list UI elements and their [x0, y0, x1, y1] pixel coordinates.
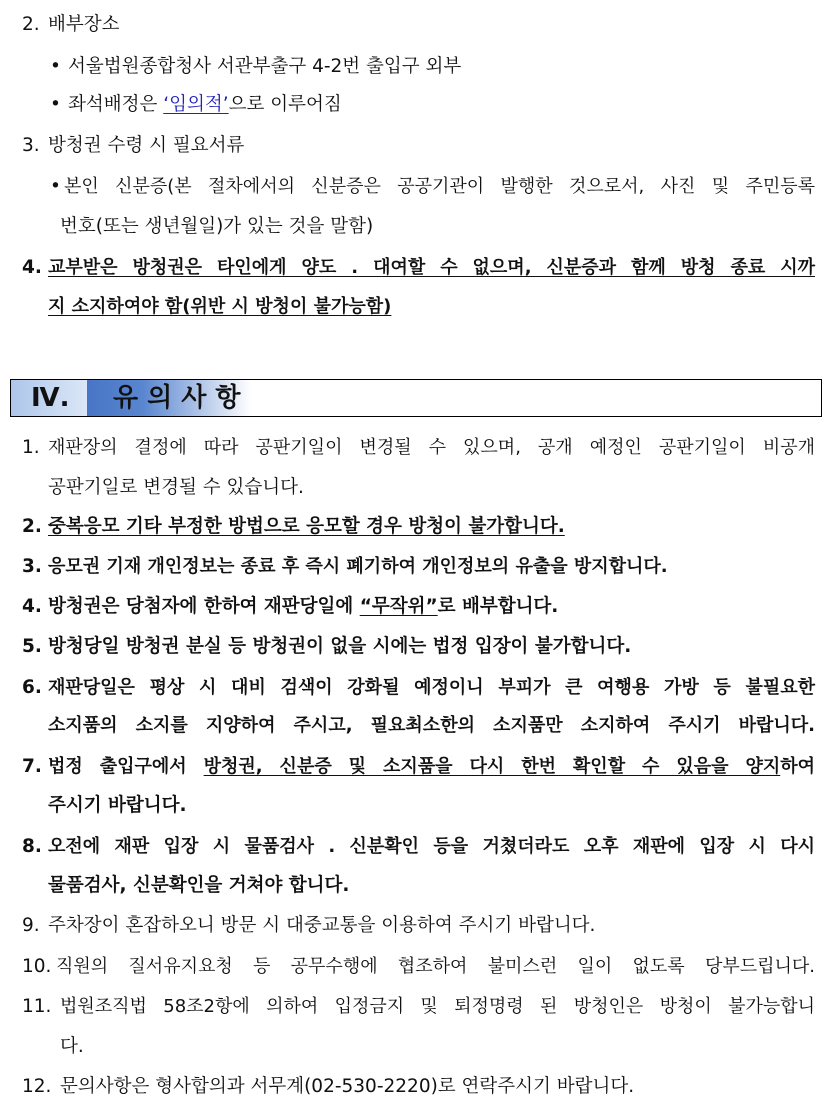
item-number: 4.	[22, 257, 42, 278]
note-text: 방청권은 당첨자에 한하여 재판당일에 “무작위”로 배부합니다.	[48, 596, 559, 617]
note-text: 법원조직법 58조2항에 의하여 입정금지 및 퇴정명령 된 방청인은 방청이 불가능합니	[60, 996, 815, 1017]
item-text: 지 소지하여야 함(위반 시 방청이 불가능함)	[48, 296, 392, 317]
bullet-icon: •	[50, 56, 61, 77]
note-number: 2.	[22, 516, 42, 537]
note-text: 문의사항은 형사합의과 서무계(02-530-2220)로 연락주시기 바랍니다.	[60, 1076, 635, 1097]
item-number: 3.	[22, 135, 40, 156]
note-number: 12.	[22, 1076, 52, 1097]
note-number: 11.	[22, 996, 52, 1017]
note-number: 10.	[22, 956, 52, 977]
note-number: 9.	[22, 915, 40, 936]
bullet-text: 서울법원종합청사 서관부출구 4-2번 출입구 외부	[68, 56, 462, 77]
note-text: 직원의 질서유지요청 등 공무수행에 협조하여 불미스런 일이 없도록 당부드립니다.	[56, 956, 815, 977]
note-text: 응모권 기재 개인정보는 종료 후 즉시 폐기하여 개인정보의 유출을 방지합니다.	[48, 556, 668, 577]
note-text: 주시기 바랍니다.	[48, 795, 187, 816]
item-number: 2.	[22, 14, 40, 35]
item-text: 교부받은 방청권은 타인에게 양도 . 대여할 수 없으며, 신분증과 함께 방청 종료 시까	[48, 257, 815, 278]
bullet-text: 좌석배정은 ‘임의적’으로 이루어짐	[68, 94, 342, 115]
note-text: 재판당일은 평상 시 대비 검색이 강화될 예정이니 부피가 큰 여행용 가방 등 불필요한	[48, 677, 815, 698]
bullet-icon: •	[50, 94, 61, 115]
bullet-icon: •	[50, 176, 61, 197]
note-number: 1.	[22, 437, 40, 458]
note-text: 재판장의 결정에 따라 공판기일이 변경될 수 있으며, 공개 예정인 공판기일이 비공개	[48, 437, 815, 458]
note-text: 법정 출입구에서 방청권, 신분증 및 소지품을 다시 한번 확인할 수 있음을 양지하여	[48, 756, 816, 777]
note-number: 6.	[22, 677, 42, 698]
note-text: 방청당일 방청권 분실 등 방청권이 없을 시에는 법정 입장이 불가합니다.	[48, 636, 632, 657]
note-number: 5.	[22, 636, 42, 657]
seating-link: ‘임의적’	[163, 94, 229, 115]
note-number: 3.	[22, 556, 42, 577]
note-text: 오전에 재판 입장 시 물품검사 . 신분확인 등을 거쳤더라도 오후 재판에 입장 시 다시	[48, 836, 815, 857]
note-number: 8.	[22, 836, 42, 857]
section-header	[10, 379, 822, 417]
note-number: 7.	[22, 756, 42, 777]
note-text: 물품검사, 신분확인을 거쳐야 합니다.	[48, 875, 350, 896]
note-text: 중복응모 기타 부정한 방법으로 응모할 경우 방청이 불가합니다.	[48, 516, 565, 537]
bullet-text: 번호(또는 생년월일)가 있는 것을 말함)	[60, 216, 374, 237]
item-text: 배부장소	[48, 14, 120, 35]
random-emphasis: “무작위”	[359, 596, 438, 617]
section-title: 유의사항	[113, 383, 250, 413]
item-text: 방청권 수령 시 필요서류	[48, 135, 245, 156]
section-number: Ⅳ.	[11, 380, 87, 416]
note-text: 소지품의 소지를 지양하여 주시고, 필요최소한의 소지품만 소지하여 주시기 바랍니다.	[48, 715, 815, 736]
note-text: 주차장이 혼잡하오니 방문 시 대중교통을 이용하여 주시기 바랍니다.	[48, 915, 596, 936]
note-number: 4.	[22, 596, 42, 617]
note-text: 다.	[60, 1036, 84, 1057]
confirmation-emphasis: 방청권, 신분증 및 소지품을 다시 한번 확인할 수 있음을 양지	[203, 756, 781, 777]
note-text: 공판기일로 변경될 수 있습니다.	[48, 477, 304, 498]
bullet-text: 본인 신분증(본 절차에서의 신분증은 공공기관이 발행한 것으로서, 사진 및 주민등록	[64, 176, 815, 197]
